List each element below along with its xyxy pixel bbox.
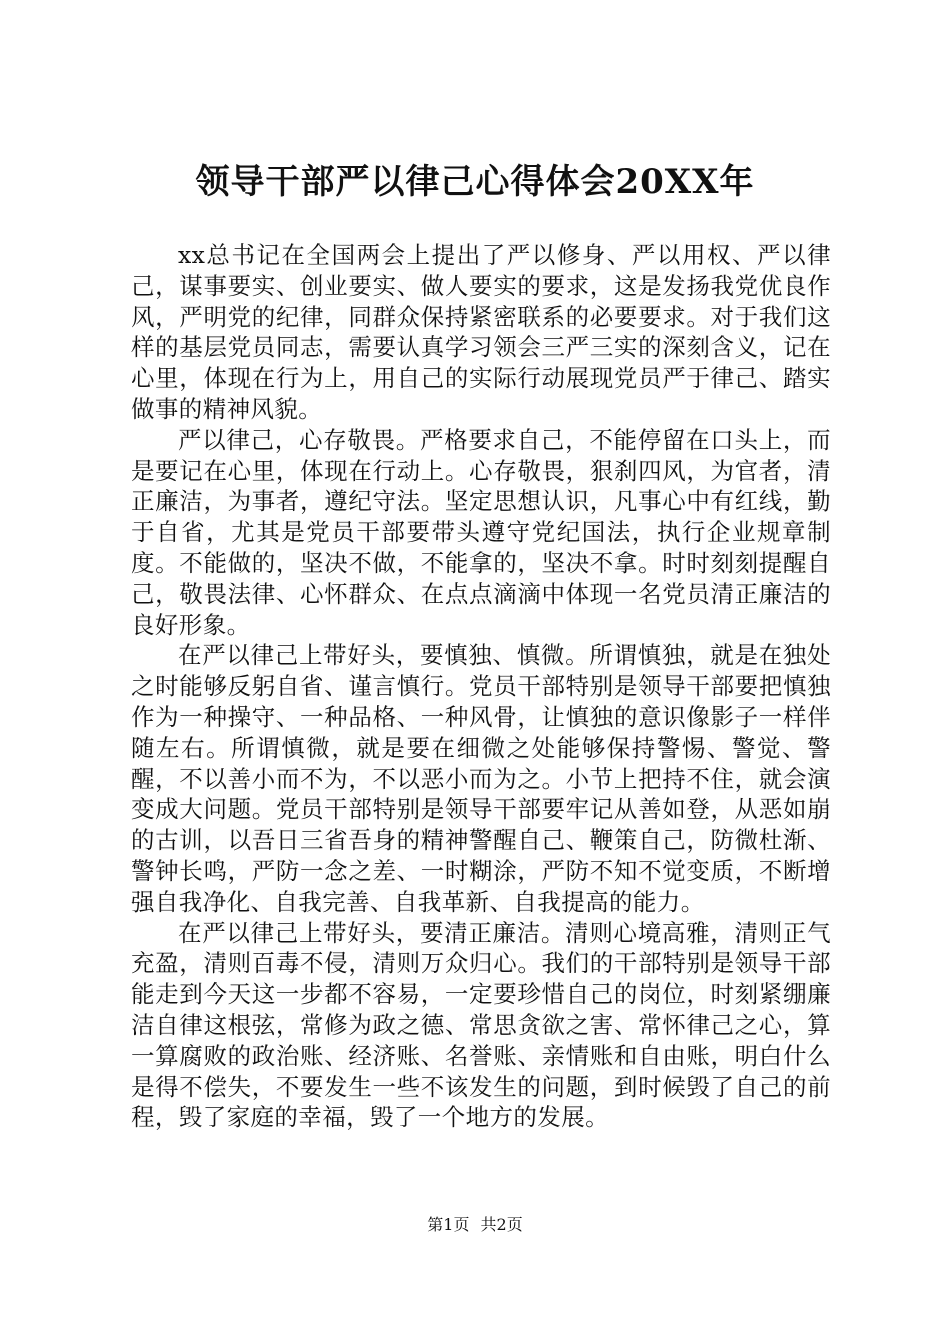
page-footer	[0, 1214, 950, 1236]
paragraph-1: xx总书记在全国两会上提出了严以修身、严以用权、严以律己，谋事要实、创业要实、做人要实的要求，这是发扬我党优良作风，严明党的纪律，同群众保持紧密联系的必要要求。对于我们这样的基层党员同志，需要认真学习领会三严三实的深刻含义，记在心里，体现在行为上，用自己的实际行动展现党员严于律己、踏实做事的精神风貌。	[131, 241, 831, 423]
paragraph-4: 在严以律己上带好头，要清正廉洁。清则心境高雅，清则正气充盈，清则百毒不侵，清则万众归心。我们的干部特别是领导干部能走到今天这一步都不容易，一定要珍惜自己的岗位，时刻紧绷廉洁自律这根弦，常修为政之德、常思贪欲之害、常怀律己之心，算一算腐败的政治账、经济账、名誉账、亲情账和自由账，明白什么是得不偿失，不要发生一些不该发生的问题，到时候毁了自己的前程，毁了家庭的幸福，毁了一个地方的发展。	[131, 918, 831, 1132]
document-body	[131, 240, 831, 1133]
document-title: 领导干部严以律己心得体会20XX年	[195, 162, 755, 202]
page-number: 第1页	[427, 1215, 470, 1234]
page-total: 共2页	[480, 1215, 523, 1234]
paragraph-3: 在严以律己上带好头，要慎独、慎微。所谓慎独，就是在独处之时能够反躬自省、谨言慎行。党员干部特别是领导干部要把慎独作为一种操守、一种品格、一种风骨，让慎独的意识像影子一样伴随左右。所谓慎微，就是要在细微之处能够保持警惕、警觉、警醒，不以善小而不为，不以恶小而为之。小节上把持不住，就会演变成大问题。党员干部特别是领导干部要牢记从善如登，从恶如崩的古训，以吾日三省吾身的精神警醒自己、鞭策自己，防微杜渐、警钟长鸣，严防一念之差、一时糊涂，严防不知不觉变质，不断增强自我净化、自我完善、自我革新、自我提高的能力。	[131, 641, 831, 916]
paragraph-2: 严以律己，心存敬畏。严格要求自己，不能停留在口头上，而是要记在心里，体现在行动上。心存敬畏，狠刹四风，为官者，清正廉洁，为事者，遵纪守法。坚定思想认识，凡事心中有红线，勤于自省，尤其是党员干部要带头遵守党纪国法，执行企业规章制度。不能做的，坚决不做，不能拿的，坚决不拿。时时刻刻提醒自己，敬畏法律、心怀群众、在点点滴滴中体现一名党员清正廉洁的良好形象。	[131, 425, 831, 639]
